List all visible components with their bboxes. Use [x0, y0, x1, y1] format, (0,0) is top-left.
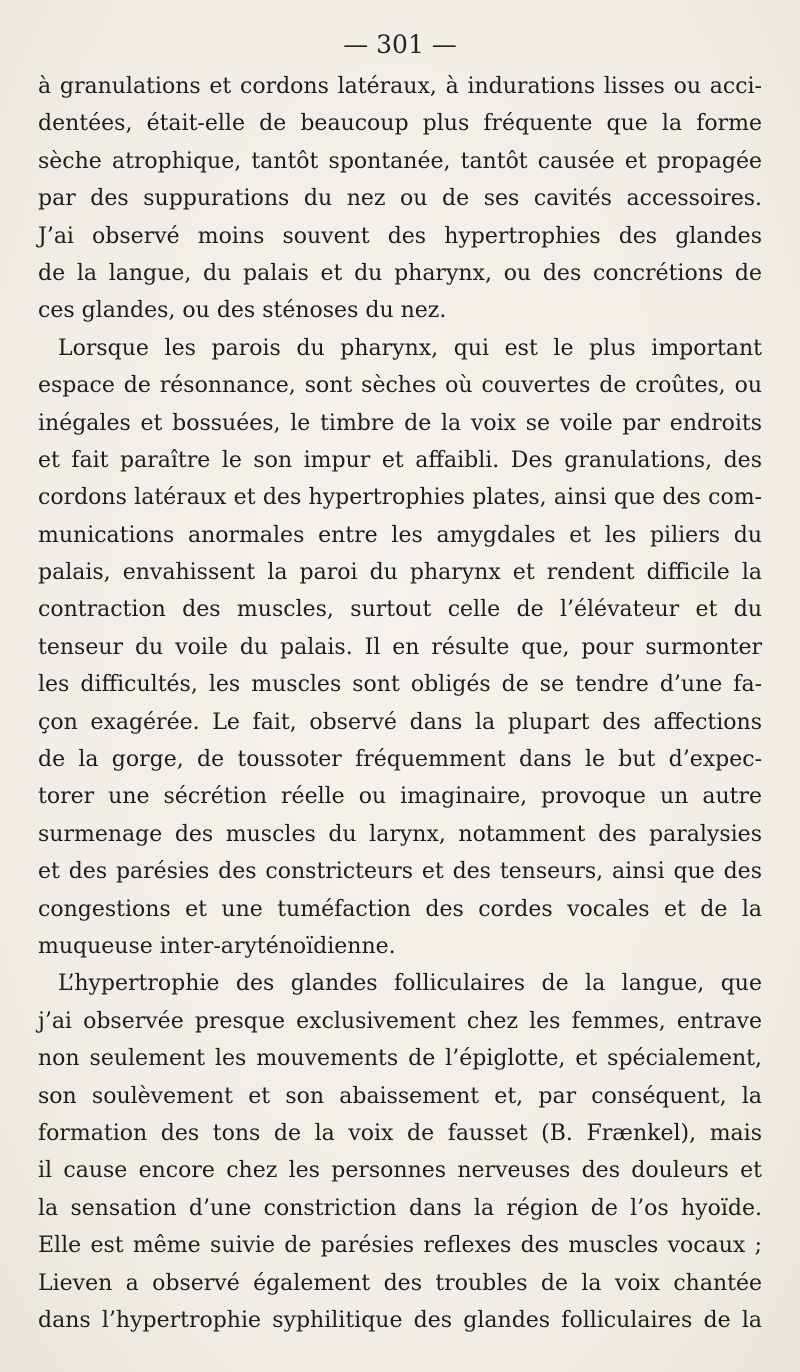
text-line: par des suppurations du nez ou de ses cavités accessoires. [38, 186, 762, 212]
text-line: palais, envahissent la paroi du pharynx et rendent difficile la [38, 560, 762, 586]
text-line: L’hypertrophie des glandes folliculaires de la langue, que [58, 971, 762, 997]
text-line: il cause encore chez les personnes nerveuses des douleurs et [38, 1158, 762, 1184]
text-line: munications anormales entre les amygdales et les piliers du [38, 522, 762, 548]
text-line: de la gorge, de toussoter fréquemment dans le but d’expec- [38, 747, 762, 773]
text-line: à granulations et cordons latéraux, à indurations lisses ou acci- [38, 74, 762, 99]
text-line: Lieven a observé également des troubles de la voix chantée [38, 1270, 762, 1296]
text-line: muqueuse inter-aryténoïdienne. [38, 933, 396, 959]
text-line: ces glandes, ou des sténoses du nez. [38, 298, 447, 324]
text-line: cordons latéraux et des hypertrophies plates, ainsi que des com- [38, 485, 762, 511]
text-line: torer une sécrétion réelle ou imaginaire, provoque un autre [38, 784, 762, 810]
text-line: congestions et une tuméfaction des cordes vocales et de la [38, 896, 762, 922]
text-line: de la langue, du palais et du pharynx, ou des concrétions de [38, 260, 762, 286]
text-line: et fait paraître le son impur et affaibli. Des granulations, des [38, 447, 762, 473]
text-line: contraction des muscles, surtout celle de l’élévateur et du [38, 597, 762, 623]
text-line: dans l’hypertrophie syphilitique des glandes folliculaires de la [38, 1307, 762, 1333]
text-line: surmenage des muscles du larynx, notamment des paralysies [38, 821, 762, 847]
text-line: inégales et bossuées, le timbre de la voix se voile par endroits [38, 410, 762, 436]
text-line: non seulement les mouvements de l’épiglotte, et spécialement, [38, 1046, 762, 1072]
page-number: — 301 — [343, 30, 457, 59]
text-line: Elle est même suivie de parésies reflexes des muscles vocaux ; [38, 1233, 762, 1259]
text-line: çon exagérée. Le fait, observé dans la plupart des affections [38, 709, 762, 735]
text-line: Lorsque les parois du pharynx, qui est le plus important [58, 335, 762, 361]
text-line: son soulèvement et son abaissement et, par conséquent, la [38, 1083, 762, 1109]
text-line: dentées, était-elle de beaucoup plus fréquente que la forme [38, 111, 762, 137]
text-line: tenseur du voile du palais. Il en résulte que, pour surmonter [38, 634, 762, 660]
text-line: et des parésies des constricteurs et des tenseurs, ainsi que des [38, 859, 762, 885]
text-line: les difficultés, les muscles sont obligés de se tendre d’une fa- [38, 672, 762, 698]
text-line: J’ai observé moins souvent des hypertrophies des glandes [38, 223, 762, 249]
body-text [38, 68, 762, 1339]
text-line: sèche atrophique, tantôt spontanée, tantôt causée et propagée [38, 148, 762, 174]
text-line: formation des tons de la voix de fausset (B. Frænkel), mais [38, 1120, 762, 1146]
text-line: espace de résonnance, sont sèches où couvertes de croûtes, ou [38, 373, 762, 399]
text-line: la sensation d’une constriction dans la région de l’os hyoïde. [38, 1195, 762, 1221]
text-line: j’ai observée presque exclusivement chez les femmes, entrave [38, 1008, 762, 1034]
